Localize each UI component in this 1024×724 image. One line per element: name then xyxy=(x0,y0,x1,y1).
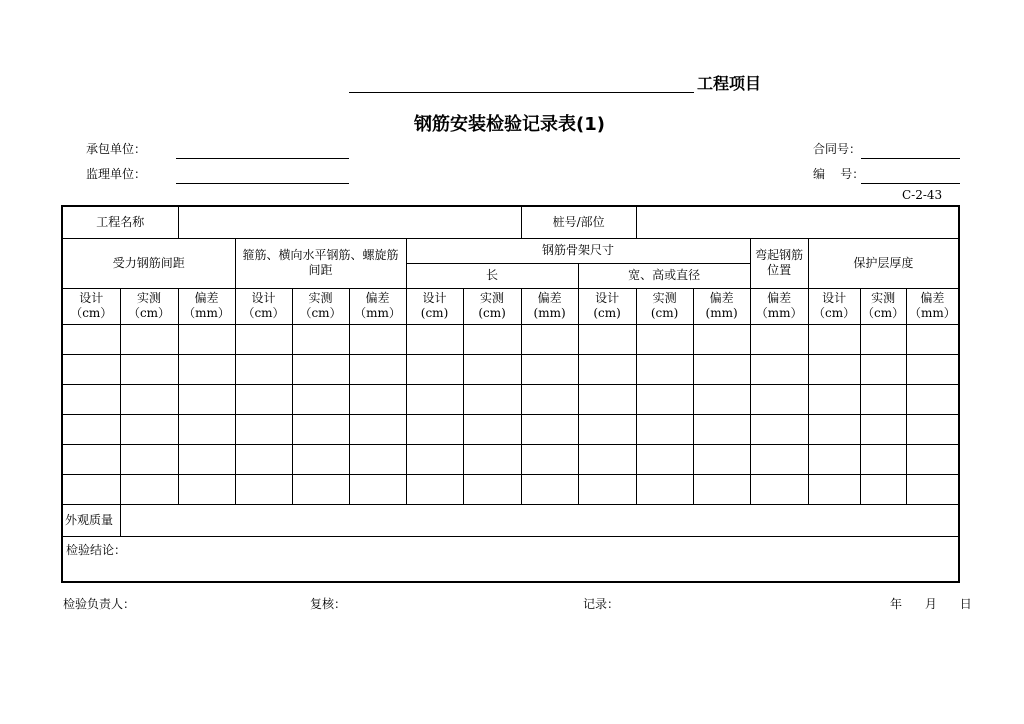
data-cell[interactable] xyxy=(578,414,636,444)
data-cell[interactable] xyxy=(906,414,959,444)
sub-header: 偏差 (mm) xyxy=(693,288,750,324)
data-cell[interactable] xyxy=(463,414,521,444)
project-name-label: 工程名称 xyxy=(62,206,178,238)
data-cell[interactable] xyxy=(521,444,578,474)
sub-header: 设计 (cm) xyxy=(578,288,636,324)
table-row xyxy=(62,444,959,474)
form-title: 钢筋安装检验记录表(1) xyxy=(414,114,605,135)
data-cell[interactable] xyxy=(636,474,693,504)
data-cell[interactable] xyxy=(62,354,120,384)
data-cell[interactable] xyxy=(578,384,636,414)
cage-size-header: 钢筋骨架尺寸 xyxy=(406,238,750,263)
data-cell[interactable] xyxy=(521,384,578,414)
sub-header: 偏差 （mm） xyxy=(906,288,959,324)
data-cell[interactable] xyxy=(636,384,693,414)
data-cell[interactable] xyxy=(906,444,959,474)
data-cell[interactable] xyxy=(860,444,906,474)
data-cell[interactable] xyxy=(521,324,578,354)
data-cell[interactable] xyxy=(292,444,349,474)
sub-header: 实测 （cm） xyxy=(120,288,178,324)
inspector-label: 检验负责人： xyxy=(63,597,136,611)
data-cell[interactable] xyxy=(693,444,750,474)
sub-header: 设计 （cm） xyxy=(62,288,120,324)
supervisor-label: 监理单位： xyxy=(86,167,147,181)
sub-header: 偏差 （mm） xyxy=(349,288,406,324)
data-cell[interactable] xyxy=(62,384,120,414)
sub-header: 设计 （cm） xyxy=(808,288,860,324)
data-cell[interactable] xyxy=(578,474,636,504)
data-cell[interactable] xyxy=(636,324,693,354)
data-cell[interactable] xyxy=(463,354,521,384)
data-cell[interactable] xyxy=(521,354,578,384)
data-cell[interactable] xyxy=(349,324,406,354)
data-cell[interactable] xyxy=(750,414,808,444)
table-row xyxy=(62,414,959,444)
data-cell[interactable] xyxy=(406,384,463,414)
data-cell[interactable] xyxy=(750,384,808,414)
data-cell[interactable] xyxy=(521,474,578,504)
data-cell[interactable] xyxy=(235,384,292,414)
data-cell[interactable] xyxy=(860,384,906,414)
length-header: 长 xyxy=(406,263,578,288)
form-code: C-2-43 xyxy=(902,188,943,202)
data-cell[interactable] xyxy=(808,414,860,444)
conclusion-label: 检验结论： xyxy=(66,542,127,557)
data-cell[interactable] xyxy=(750,324,808,354)
data-cell[interactable] xyxy=(693,324,750,354)
data-cell[interactable] xyxy=(463,384,521,414)
recorder-label: 记录： xyxy=(583,597,620,611)
table-row xyxy=(62,384,959,414)
sub-header: 实测 (cm) xyxy=(463,288,521,324)
data-cell[interactable] xyxy=(349,444,406,474)
data-cell[interactable] xyxy=(120,324,178,354)
project-name-underline xyxy=(349,92,694,93)
data-cell[interactable] xyxy=(750,474,808,504)
data-cell[interactable] xyxy=(578,444,636,474)
data-cell[interactable] xyxy=(178,414,235,444)
station-value[interactable] xyxy=(636,206,959,238)
sub-header: 偏差 （mm） xyxy=(750,288,808,324)
sub-header: 设计 （cm） xyxy=(235,288,292,324)
data-cell[interactable] xyxy=(178,354,235,384)
sub-header-row xyxy=(62,288,959,324)
contract-no-field[interactable] xyxy=(861,158,960,159)
data-cell[interactable] xyxy=(860,354,906,384)
data-cell[interactable] xyxy=(463,324,521,354)
cover-header: 保护层厚度 xyxy=(808,238,959,288)
data-cell[interactable] xyxy=(860,414,906,444)
data-cell[interactable] xyxy=(235,414,292,444)
width-height-header: 宽、高或直径 xyxy=(578,263,750,288)
serial-no-field[interactable] xyxy=(861,183,960,184)
data-cell[interactable] xyxy=(349,384,406,414)
data-cell[interactable] xyxy=(521,414,578,444)
sub-header: 实测 （cm） xyxy=(860,288,906,324)
contractor-label: 承包单位： xyxy=(86,142,147,156)
data-cell[interactable] xyxy=(808,474,860,504)
table-row xyxy=(62,354,959,384)
main-spacing-header: 受力钢筋间距 xyxy=(62,238,235,288)
data-cell[interactable] xyxy=(178,324,235,354)
data-cell[interactable] xyxy=(808,354,860,384)
data-cell[interactable] xyxy=(860,474,906,504)
data-cell[interactable] xyxy=(636,354,693,384)
data-cell[interactable] xyxy=(906,384,959,414)
table-row xyxy=(62,324,959,354)
data-cell[interactable] xyxy=(178,474,235,504)
data-cell[interactable] xyxy=(808,384,860,414)
data-cell[interactable] xyxy=(349,354,406,384)
data-cell[interactable] xyxy=(808,324,860,354)
sub-header: 偏差 (mm) xyxy=(521,288,578,324)
data-cell[interactable] xyxy=(906,324,959,354)
bent-position-header: 弯起钢筋位置 xyxy=(750,238,808,288)
project-name-value[interactable] xyxy=(178,206,521,238)
data-cell[interactable] xyxy=(406,444,463,474)
project-suffix: 工程项目 xyxy=(697,74,762,93)
data-cell[interactable] xyxy=(120,384,178,414)
data-cell[interactable] xyxy=(62,414,120,444)
data-cell[interactable] xyxy=(178,384,235,414)
data-cell[interactable] xyxy=(235,474,292,504)
appearance-label: 外观质量 xyxy=(62,504,120,536)
data-cell[interactable] xyxy=(636,414,693,444)
data-cell[interactable] xyxy=(406,414,463,444)
serial-no-label: 编 号： xyxy=(813,167,865,181)
appearance-value[interactable] xyxy=(120,504,959,536)
data-cell[interactable] xyxy=(463,474,521,504)
table-row xyxy=(62,474,959,504)
sub-header: 设计 (cm) xyxy=(406,288,463,324)
data-cell[interactable] xyxy=(178,444,235,474)
data-cell[interactable] xyxy=(406,324,463,354)
data-cell[interactable] xyxy=(693,474,750,504)
data-cell[interactable] xyxy=(292,384,349,414)
data-cell[interactable] xyxy=(636,444,693,474)
reviewer-label: 复核： xyxy=(310,597,347,611)
data-cell[interactable] xyxy=(120,444,178,474)
data-cell[interactable] xyxy=(406,474,463,504)
data-cell[interactable] xyxy=(235,324,292,354)
stirrup-spacing-header: 箍筋、横向水平钢筋、螺旋筋间距 xyxy=(235,238,406,288)
data-cell[interactable] xyxy=(750,444,808,474)
sub-header: 实测 (cm) xyxy=(636,288,693,324)
data-cell[interactable] xyxy=(292,354,349,384)
data-cell[interactable] xyxy=(349,414,406,444)
sub-header: 实测 （cm） xyxy=(292,288,349,324)
data-cell[interactable] xyxy=(693,384,750,414)
data-cell[interactable] xyxy=(120,474,178,504)
data-cell[interactable] xyxy=(693,354,750,384)
data-cell[interactable] xyxy=(235,354,292,384)
contractor-field[interactable] xyxy=(176,158,349,159)
data-cell[interactable] xyxy=(120,414,178,444)
data-cell[interactable] xyxy=(62,324,120,354)
data-cell[interactable] xyxy=(292,324,349,354)
sub-header: 偏差 （mm） xyxy=(178,288,235,324)
data-cell[interactable] xyxy=(120,354,178,384)
data-cell[interactable] xyxy=(292,474,349,504)
data-cell[interactable] xyxy=(235,444,292,474)
station-label: 桩号/部位 xyxy=(521,206,636,238)
contract-no-label: 合同号： xyxy=(813,142,862,156)
supervisor-field[interactable] xyxy=(176,183,349,184)
data-cell[interactable] xyxy=(463,444,521,474)
data-cell[interactable] xyxy=(62,444,120,474)
data-cell[interactable] xyxy=(750,354,808,384)
data-cell[interactable] xyxy=(906,474,959,504)
inspection-table xyxy=(61,205,960,583)
data-cell[interactable] xyxy=(693,414,750,444)
data-cell[interactable] xyxy=(292,414,349,444)
data-cell[interactable] xyxy=(62,474,120,504)
data-cell[interactable] xyxy=(860,324,906,354)
data-cell[interactable] xyxy=(808,444,860,474)
conclusion-cell[interactable] xyxy=(62,536,959,582)
data-cell[interactable] xyxy=(906,354,959,384)
data-cell[interactable] xyxy=(406,354,463,384)
data-cell[interactable] xyxy=(578,324,636,354)
date-label: 年 月 日 xyxy=(890,597,972,611)
data-cell[interactable] xyxy=(578,354,636,384)
data-cell[interactable] xyxy=(349,474,406,504)
